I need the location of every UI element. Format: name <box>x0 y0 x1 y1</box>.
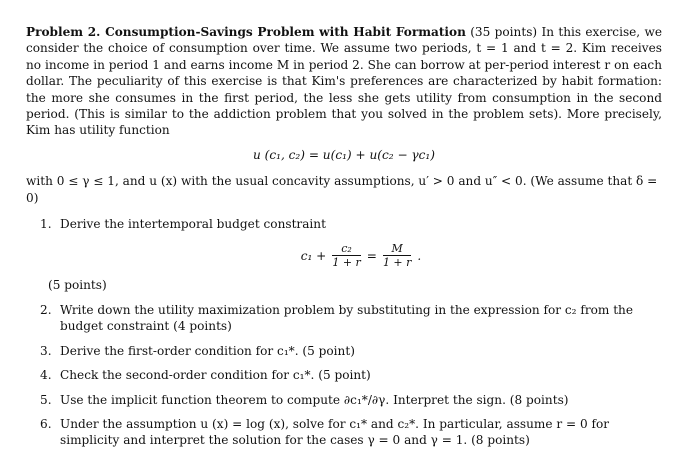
question-4 <box>26 367 662 383</box>
budget-fraction-1 <box>332 242 360 269</box>
problem-intro <box>26 24 662 139</box>
assumptions-text: with 0 ≤ γ ≤ 1, and u (x) with the usual concavity assumptions, u′ > 0 and u″ < 0. (We assume that δ = 0) <box>26 174 658 205</box>
period-mark: . <box>417 248 422 263</box>
budget-constraint <box>60 242 662 269</box>
question-number: 6. <box>40 416 52 431</box>
equals-sign: = <box>366 248 377 263</box>
question-1 <box>26 216 662 294</box>
question-text: Derive the first-order condition for c₁*. (5 point) <box>60 343 355 358</box>
question-6 <box>26 416 662 449</box>
problem-title: Problem 2. Consumption-Savings Problem with Habit Formation <box>26 25 466 39</box>
question-text: Use the implicit function theorem to compute ∂c₁*/∂γ. Interpret the sign. (8 points) <box>60 392 569 407</box>
fraction-numerator: c₂ <box>341 242 352 256</box>
question-text: Under the assumption u (x) = log (x), solve for c₁* and c₂*. In particular, assume r = 0 for simplicity and interpret the solution for the cases γ = 0 and γ = 1. (8 points) <box>60 416 610 448</box>
problem-intro-text: (35 points) In this exercise, we consider the choice of consumption over time. We assume two periods, t = 1 and t = 2. Kim receives no income in period 1 and earns income M in period 2. She can borrow at per-period interest r on each dollar. The peculiarity of this exercise is that Kim's preferences are characterized by habit formation: the more she consumes in the first period, the less she gets utility from consumption in the second period. (This is similar to the addiction problem that you solved in the problem sets). More precisely, Kim has utility function <box>26 25 662 138</box>
question-5 <box>26 392 662 408</box>
question-text: Write down the utility maximization problem by substituting in the expression for c₂ from the budget constraint (4 points) <box>60 302 634 334</box>
question-1-points: (5 points) <box>48 278 107 293</box>
question-text: Check the second-order condition for c₁*. (5 point) <box>60 368 371 383</box>
question-number: 1. <box>40 217 52 232</box>
question-list <box>26 216 662 449</box>
utility-function: u (c₁, c₂) = u(c₁) + u(c₂ − γc₁) <box>252 147 435 162</box>
question-3 <box>26 343 662 359</box>
question-number: 5. <box>40 392 52 407</box>
question-number: 3. <box>40 343 52 358</box>
fraction-numerator: M <box>391 242 403 256</box>
question-number: 2. <box>40 302 52 317</box>
budget-fraction-2 <box>383 242 411 269</box>
question-2 <box>26 302 662 335</box>
problem-document <box>26 24 662 457</box>
fraction-denominator: 1 + r <box>382 256 412 270</box>
fraction-denominator: 1 + r <box>332 256 361 270</box>
question-number: 4. <box>40 368 52 383</box>
question-text: Derive the intertemporal budget constraint <box>60 217 326 232</box>
budget-lhs: c₁ + <box>300 248 327 263</box>
